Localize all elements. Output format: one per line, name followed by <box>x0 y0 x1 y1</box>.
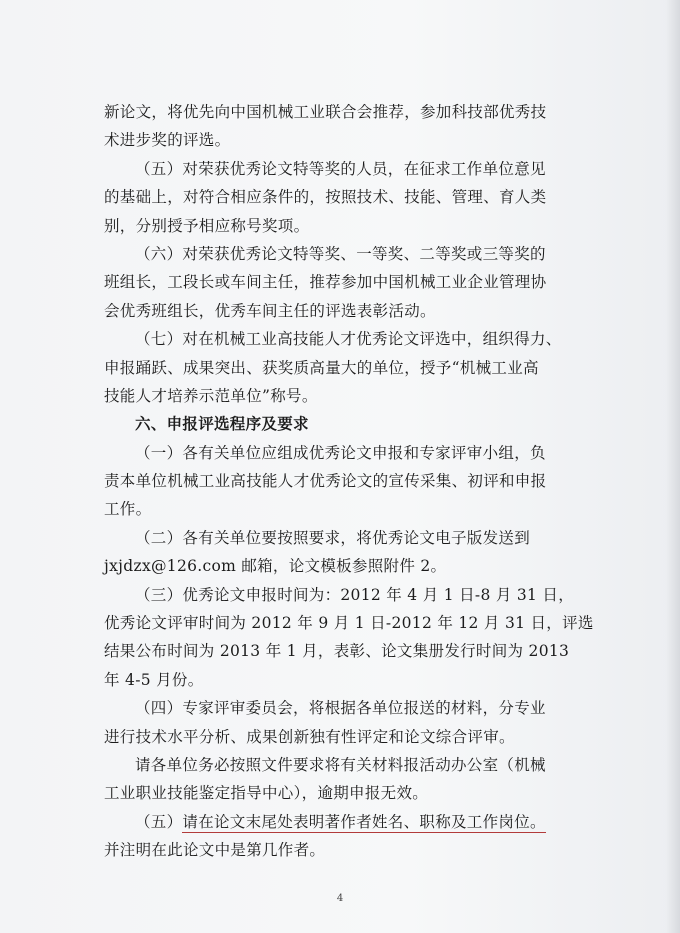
underlined-annotation: 请在论文末尾处表明著作者姓名、职称及工作岗位。 <box>182 812 546 831</box>
paragraph-line: 年 4-5 月份。 <box>104 670 204 689</box>
paragraph-line: （一）各有关单位应组成优秀论文申报和专家评审小组，负 <box>135 443 546 462</box>
paragraph-line: 工作。 <box>104 500 152 519</box>
section-heading: 六、申报评选程序及要求 <box>135 414 309 434</box>
body-text <box>104 98 594 865</box>
paragraph-line: 进行技术水平分析、成果创新独有性评定和论文综合评审。 <box>104 727 515 746</box>
page-number: 4 <box>336 893 344 904</box>
paragraph-line: 优秀论文评审时间为 2012 年 9 月 1 日-2012 年 12 月 31 日，评选 <box>104 614 594 633</box>
paragraph-line: 新论文，将优先向中国机械工业联合会推荐，参加科技部优秀技 <box>104 103 547 121</box>
paragraph-line: 会优秀班组长，优秀车间主任的评选表彰活动。 <box>104 301 436 320</box>
item-prefix: （五） <box>135 812 183 831</box>
paragraph-line: 技能人才培养示范单位”称号。 <box>104 386 318 405</box>
paragraph-line: （三）优秀论文申报时间为：2012 年 4 月 1 日-8 月 31 日， <box>135 585 575 604</box>
paragraph-line: （五）对荣获优秀论文特等奖的人员，在征求工作单位意见 <box>135 159 546 178</box>
paragraph-line: 结果公布时间为 2013 年 1 月，表彰、论文集册发行时间为 2013 <box>104 642 570 661</box>
email-line: jxjdzx@126.com 邮箱，论文模板参照附件 2。 <box>104 557 447 576</box>
paragraph-line: 申报踊跃、成果突出、获奖质高量大的单位，授予“机械工业高 <box>104 358 539 377</box>
paragraph-line: 的基础上，对符合相应条件的，按照技术、技能、管理、育人类 <box>104 188 547 207</box>
paragraph-line: （四）专家评审委员会，将根据各单位报送的材料，分专业 <box>135 699 546 718</box>
paragraph-line: 术进步奖的评选。 <box>104 131 231 150</box>
annotated-line <box>104 808 574 836</box>
paragraph-line: 班组长，工段长或车间主任，推荐参加中国机械工业企业管理协 <box>104 273 547 292</box>
paragraph-line: （七）对在机械工业高技能人才优秀论文评选中，组织得力、 <box>135 330 562 349</box>
paragraph-line: 责本单位机械工业高技能人才优秀论文的宣传采集、初评和申报 <box>104 472 547 491</box>
paragraph-line: 请各单位务必按照文件要求将有关材料报活动办公室（机械 <box>135 755 546 774</box>
paragraph-line: （二）各有关单位要按照要求，将优秀论文电子版发送到 <box>135 528 531 547</box>
paragraph-line: 并注明在此论文中是第几作者。 <box>104 841 326 860</box>
paragraph-line: （六）对荣获优秀论文特等奖、一等奖、二等奖或三等奖的 <box>135 244 546 263</box>
paragraph-line: 别，分别授予相应称号奖项。 <box>104 216 310 235</box>
paragraph-line: 工业职业技能鉴定指导中心），逾期申报无效。 <box>104 784 429 803</box>
